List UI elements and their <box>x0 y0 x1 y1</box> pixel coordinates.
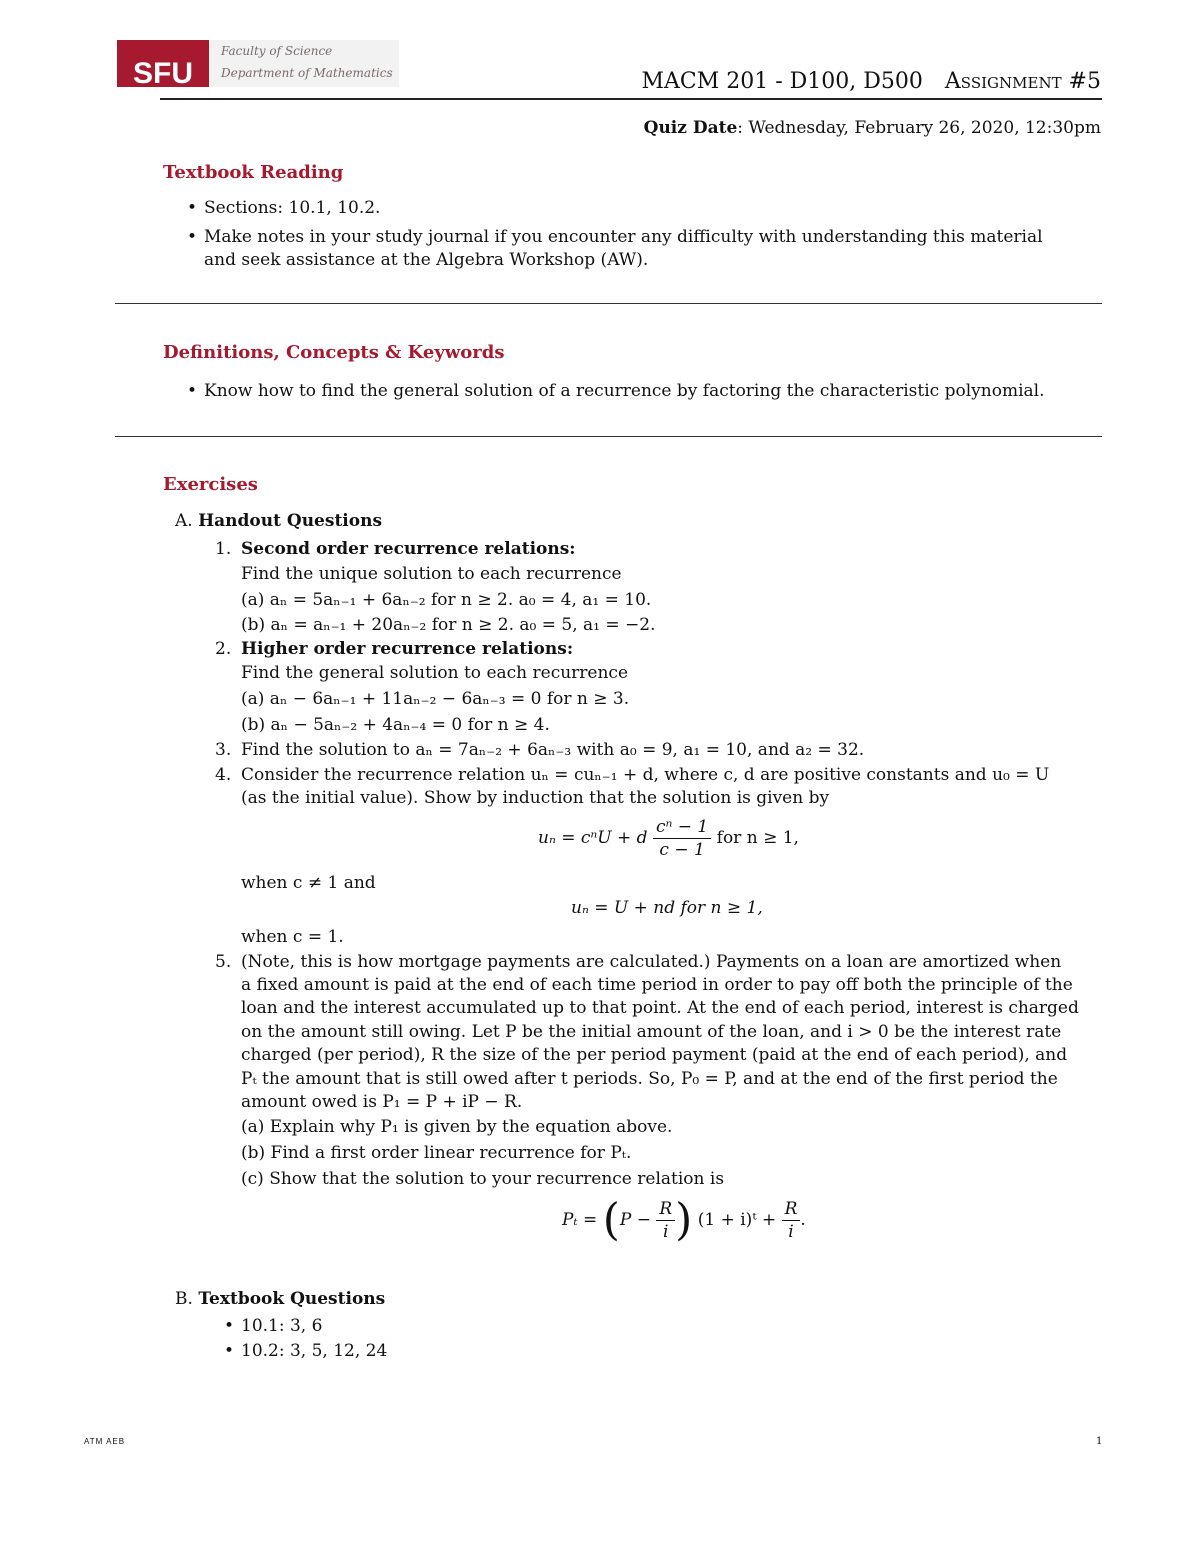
question-text: charged (per period), R the size of the per period payment (paid at the end of each period), and <box>241 1045 1068 1065</box>
question-number: 1. <box>215 539 232 559</box>
part-a-heading: A. Handout Questions <box>175 511 383 531</box>
page-number: 1 <box>1096 1436 1103 1447</box>
question-part: (b) aₙ − 5aₙ₋₂ + 4aₙ₋₄ = 0 for n ≥ 4. <box>241 715 550 735</box>
quiz-date-label: Quiz Date <box>643 118 738 138</box>
question-part: (b) aₙ = aₙ₋₁ + 20aₙ₋₂ for n ≥ 2. a₀ = 5, a₁ = −2. <box>241 615 656 635</box>
question-part: (c) Show that the solution to your recurrence relation is <box>241 1169 725 1189</box>
question-text: (as the initial value). Show by induction that the solution is given by <box>241 788 830 808</box>
list-item: • Sections: 10.1, 10.2. <box>187 198 381 218</box>
question-text: Find the unique solution to each recurrence <box>241 564 622 584</box>
question-part: (a) aₙ = 5aₙ₋₁ + 6aₙ₋₂ for n ≥ 2. a₀ = 4, a₁ = 10. <box>241 590 652 610</box>
question-number: 3. <box>215 740 232 760</box>
divider <box>115 303 1102 304</box>
question-text: on the amount still owing. Let P be the initial amount of the loan, and i > 0 be the interest rate <box>241 1022 1062 1042</box>
section-title-definitions: Definitions, Concepts & Keywords <box>163 342 505 363</box>
question-text: Find the general solution to each recurrence <box>241 663 629 683</box>
equation: uₙ = U + nd for n ≥ 1, <box>571 898 763 918</box>
page-title <box>641 68 1101 96</box>
fraction: $\frac{\text{cⁿ − 1}}{c - 1}$ <box>653 816 711 861</box>
question-number: 5. <box>215 952 232 972</box>
question-number: 2. <box>215 639 232 659</box>
fraction: $\frac{R}{i}$ <box>782 1198 801 1243</box>
logo-department-text: Department of Mathematics <box>221 66 393 80</box>
question-part: (b) Find a first order linear recurrence for Pₜ. <box>241 1143 632 1163</box>
question-text: Find the solution to aₙ = 7aₙ₋₂ + 6aₙ₋₃ with a₀ = 9, a₁ = 10, and a₂ = 32. <box>241 740 865 760</box>
part-b-heading: B. Textbook Questions <box>175 1289 386 1309</box>
question-text: Pₜ the amount that is still owed after t periods. So, P₀ = P, and at the end of the first period the <box>241 1069 1058 1089</box>
header-rule <box>160 98 1102 100</box>
divider <box>115 436 1102 437</box>
list-item: • 10.2: 3, 5, 12, 24 <box>224 1341 388 1361</box>
quiz-date <box>644 117 1101 140</box>
question-text: when c = 1. <box>241 927 344 947</box>
question-part: (a) aₙ − 6aₙ₋₁ + 11aₙ₋₂ − 6aₙ₋₃ = 0 for n ≥ 3. <box>241 689 630 709</box>
list-item-continuation: and seek assistance at the Algebra Workshop (AW). <box>204 250 649 270</box>
fraction: $\frac{R}{i}$ <box>656 1198 675 1243</box>
list-item: • Know how to find the general solution of a recurrence by factoring the characteristic polynomial. <box>187 381 1045 401</box>
section-title-exercises: Exercises <box>163 474 258 495</box>
equation: Pₜ = (P − $\frac{R}{i}$ ) (1 + i)ᵗ + $\frac{R}{i}$ . <box>562 1194 806 1246</box>
footer-initials: ATM AEB <box>84 1437 126 1446</box>
question-number: 4. <box>215 765 232 785</box>
logo-faculty-text: Faculty of Science <box>221 44 333 58</box>
question-part: (a) Explain why P₁ is given by the equation above. <box>241 1117 673 1137</box>
sfu-logo: SFU <box>117 40 209 87</box>
question-title: Higher order recurrence relations: <box>241 639 574 659</box>
course-code: MACM 201 - D100, D500 <box>641 69 923 94</box>
question-text: amount owed is P₁ = P + iP − R. <box>241 1092 523 1112</box>
question-text: Consider the recurrence relation uₙ = cuₙ₋₁ + d, where c, d are positive constants and u₀ = U <box>241 765 1050 785</box>
list-item: • Make notes in your study journal if you encounter any difficulty with understanding this material <box>187 227 1043 247</box>
question-text: when c ≠ 1 and <box>241 873 376 893</box>
quiz-date-value: : Wednesday, February 26, 2020, 12:30pm <box>737 118 1101 138</box>
list-item: • 10.1: 3, 6 <box>224 1316 323 1336</box>
assignment-title: Assignment #5 <box>944 69 1101 94</box>
question-text: a fixed amount is paid at the end of each time period in order to pay off both the principle of the <box>241 975 1073 995</box>
section-title-reading: Textbook Reading <box>163 162 344 183</box>
question-text: loan and the interest accumulated up to that point. At the end of each period, interest is charged <box>241 998 1079 1018</box>
question-text: (Note, this is how mortgage payments are calculated.) Payments on a loan are amortized when <box>241 952 1062 972</box>
equation: uₙ = cⁿU + d $\frac{\text{cⁿ − 1}}{c - 1}$ for n ≥ 1, <box>538 817 799 860</box>
question-title: Second order recurrence relations: <box>241 539 576 559</box>
